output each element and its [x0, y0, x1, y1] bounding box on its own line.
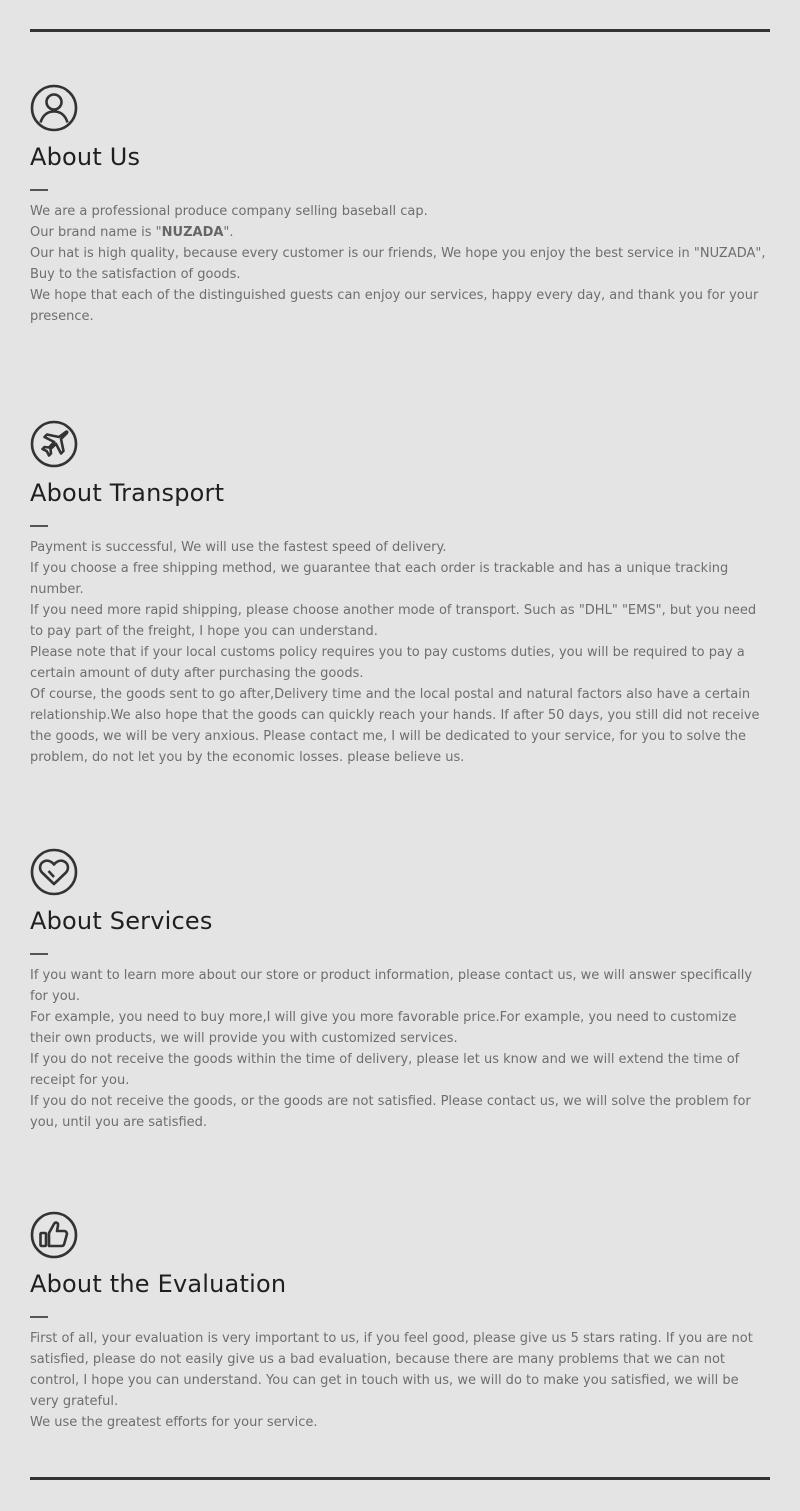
top-divider	[30, 29, 770, 32]
airplane-icon	[30, 420, 78, 468]
evaluation-paragraph-2: We use the greatest efforts for your service.	[30, 1415, 318, 1430]
heart-icon	[30, 848, 78, 896]
title-dash	[30, 1316, 48, 1318]
transport-paragraph-2: If you choose a free shipping method, we guarantee that each order is trackable and has a unique tracking number.	[30, 561, 729, 597]
transport-paragraph-3: If you need more rapid shipping, please choose another mode of transport. Such as "DHL" "EMS", but you need to pay part of the freight, I hope you can understand.	[30, 603, 757, 639]
bottom-divider	[30, 1477, 770, 1480]
services-paragraph-4: If you do not receive the goods, or the goods are not satisfied. Please contact us, we will solve the problem for you, until you are satisfied.	[30, 1094, 751, 1130]
about-us-paragraph-1: We are a professional produce company selling baseball cap.	[30, 204, 428, 219]
about-services-title: About Services	[30, 907, 213, 935]
about-us-paragraph-2: Our brand name is "NUZADA".	[30, 225, 234, 240]
services-paragraph-3: If you do not receive the goods within the time of delivery, please let us know and we will extend the time of receipt for you.	[30, 1052, 740, 1088]
user-icon	[30, 84, 78, 132]
about-us-section	[30, 84, 770, 327]
title-dash	[30, 953, 48, 955]
about-evaluation-title: About the Evaluation	[30, 1270, 287, 1298]
title-dash	[30, 525, 48, 527]
thumbs-up-icon	[30, 1211, 78, 1259]
about-evaluation-section	[30, 1211, 770, 1433]
transport-paragraph-4: Please note that if your local customs policy requires you to pay customs duties, you will be required to pay a certain amount of duty after purchasing the goods.	[30, 645, 745, 681]
about-us-title: About Us	[30, 143, 141, 171]
title-dash	[30, 189, 48, 191]
services-paragraph-2: For example, you need to buy more,I will give you more favorable price.For example, you need to customize their own products, we will provide you with customized services.	[30, 1010, 737, 1046]
about-us-paragraph-4: We hope that each of the distinguished guests can enjoy our services, happy every day, and thank you for your presence.	[30, 288, 759, 324]
transport-paragraph-1: Payment is successful, We will use the fastest speed of delivery.	[30, 540, 447, 555]
about-services-section	[30, 848, 770, 1133]
about-transport-title: About Transport	[30, 479, 225, 507]
brand-name: NUZADA	[161, 225, 224, 240]
about-us-paragraph-3: Our hat is high quality, because every customer is our friends, We hope you enjoy the best service in "NUZADA", Buy to the satisfaction of goods.	[30, 246, 766, 282]
evaluation-paragraph-1: First of all, your evaluation is very important to us, if you feel good, please give us 5 stars rating. If you are not satisfied, please do not easily give us a bad evaluation, because there are many problems that we can not control, I hope you can understand. You can get in touch with us, we will do to make you satisfied, we will be very grateful.	[30, 1331, 753, 1409]
about-transport-section	[30, 420, 770, 768]
services-paragraph-1: If you want to learn more about our store or product information, please contact us, we will answer specifically for you.	[30, 968, 753, 1004]
transport-paragraph-5: Of course, the goods sent to go after,Delivery time and the local postal and natural factors also have a certain relationship.We also hope that the goods can quickly reach your hands. If after 50 days, you still did not receive the goods, we will be very anxious. Please contact me, I will be dedicated to your service, for you to solve the problem, do not let you by the economic losses. please believe us.	[30, 687, 760, 765]
